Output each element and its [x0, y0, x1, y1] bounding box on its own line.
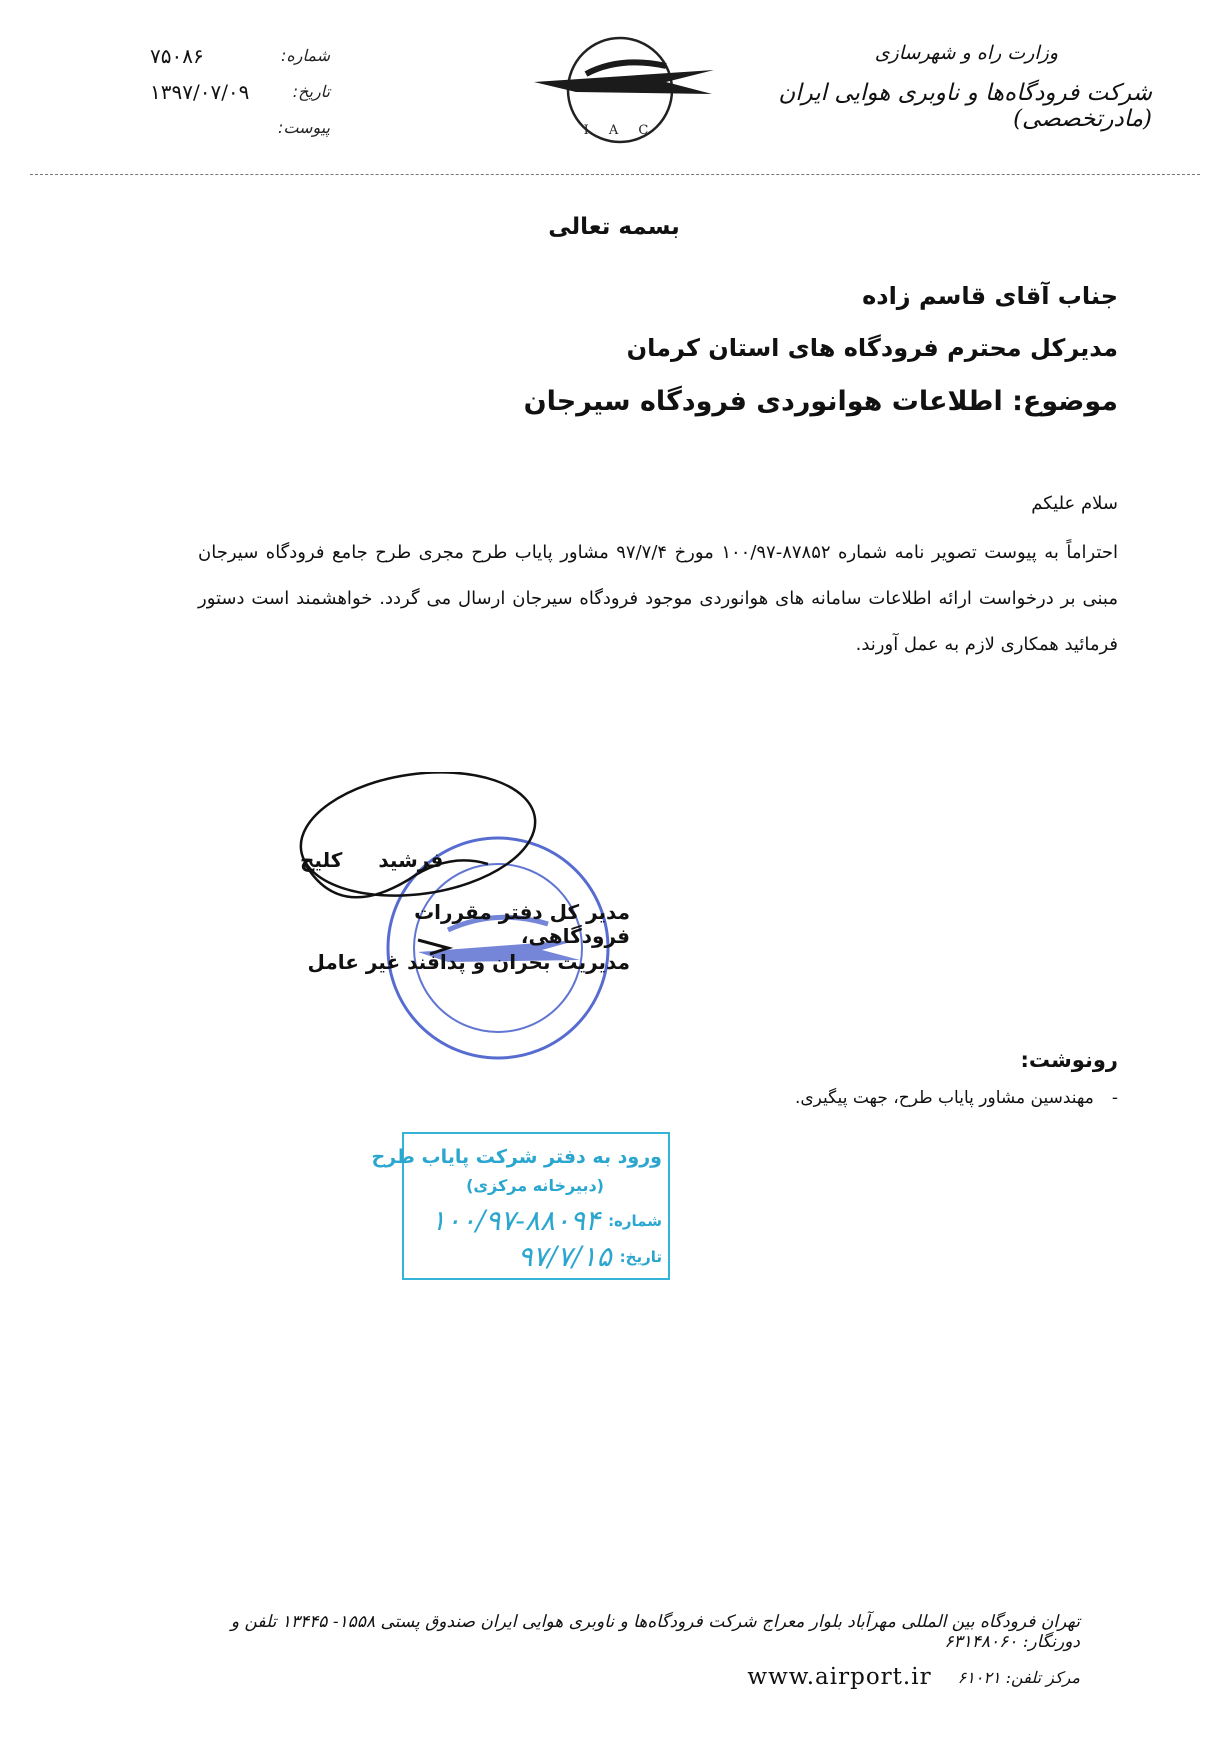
signer-title-line1: مدیر کل دفتر مقررات فرودگاهی، [414, 900, 630, 948]
subject-line: موضوع: اطلاعات هوانوردی فرودگاه سیرجان [523, 386, 1118, 417]
letter-date: ۱۳۹۷/۰۷/۰۹ [150, 80, 250, 104]
footer-contact [200, 1664, 1080, 1690]
stamp-number-label: شماره: [608, 1211, 662, 1230]
signer-title-line2: مدیریت بحران و پدافند غیر عامل [307, 950, 630, 974]
greeting: سلام علیکم [1031, 493, 1118, 514]
footer-address: تهران فرودگاه بین المللی مهرآباد بلوار معراج شرکت فرودگاه‌ها و ناوبری هوایی ایران صندوق پستی ۱۵۵۸- ۱۳۴۴۵ تلفن و دورنگار: ۶۳۱۴۸۰۶۰ [230, 1612, 1080, 1652]
cc-dash: - [1111, 1088, 1118, 1108]
date-label: تاریخ: [292, 82, 330, 101]
footer-phone: مرکز تلفن: ۶۱۰۲۱ [957, 1667, 1080, 1687]
stamp-date-row [518, 1240, 662, 1273]
number-label: شماره: [280, 46, 330, 65]
ministry-name: وزارت راه و شهرسازی [874, 42, 1058, 64]
signer-last-name: کلیج [300, 848, 343, 872]
number-row [150, 38, 330, 74]
footer-website: www.airport.ir [747, 1664, 932, 1690]
letter-number: ۷۵۰۸۶ [150, 44, 204, 68]
addressee: جناب آقای قاسم زاده [862, 282, 1118, 310]
cc-title: رونوشت: [1020, 1048, 1118, 1072]
stamp-number-row [431, 1204, 662, 1237]
date-row [150, 74, 330, 110]
stamp-title: ورود به دفتر شرکت پایاب طرح [371, 1146, 662, 1168]
invocation: بسمه تعالی [548, 214, 680, 240]
logo-letters: I A C [583, 123, 657, 138]
receipt-stamp [371, 1132, 670, 1280]
cc-item [795, 1088, 1118, 1108]
body-paragraph: احتراماً به پیوست تصویر نامه شماره ۸۷۸۵۲-۱۰۰/۹۷ مورخ ۹۷/۷/۴ مشاور پایاب طرح مجری طرح جامع فرودگاه سیرجان مبنی بر درخواست ارائه اطلاعات سامانه های هوانوردی موجود فرودگاه سیرجان ارسال می گردد. خواهشمند است دستور فرمائید همکاری لازم به عمل آورند. [198, 542, 1118, 655]
stamp-date-label: تاریخ: [619, 1247, 662, 1266]
attachment-row [150, 110, 330, 146]
stamp-subtitle: (دبیرخانه مرکزی) [466, 1176, 604, 1195]
stamp-number-value: ۱۰۰/۹۷-۸۸۰۹۴ [430, 1204, 601, 1237]
addressee-title: مدیرکل محترم فرودگاه های استان کرمان [626, 334, 1118, 362]
cc-recipient: مهندسین مشاور پایاب طرح، جهت پیگیری. [794, 1088, 1094, 1108]
organization-header [732, 42, 1152, 132]
letter-reference-block [150, 38, 330, 146]
attachment-label: پیوست: [277, 118, 330, 137]
iac-logo [516, 30, 736, 150]
header-divider [30, 174, 1200, 175]
company-name: شرکت فرودگاه‌ها و ناوبری هوایی ایران (مادرتخصصی) [778, 80, 1152, 132]
stamp-date-value: ۹۷/۷/۱۵ [517, 1240, 612, 1273]
signer-name [300, 848, 630, 872]
signer-first-name: فرشید [378, 848, 444, 872]
